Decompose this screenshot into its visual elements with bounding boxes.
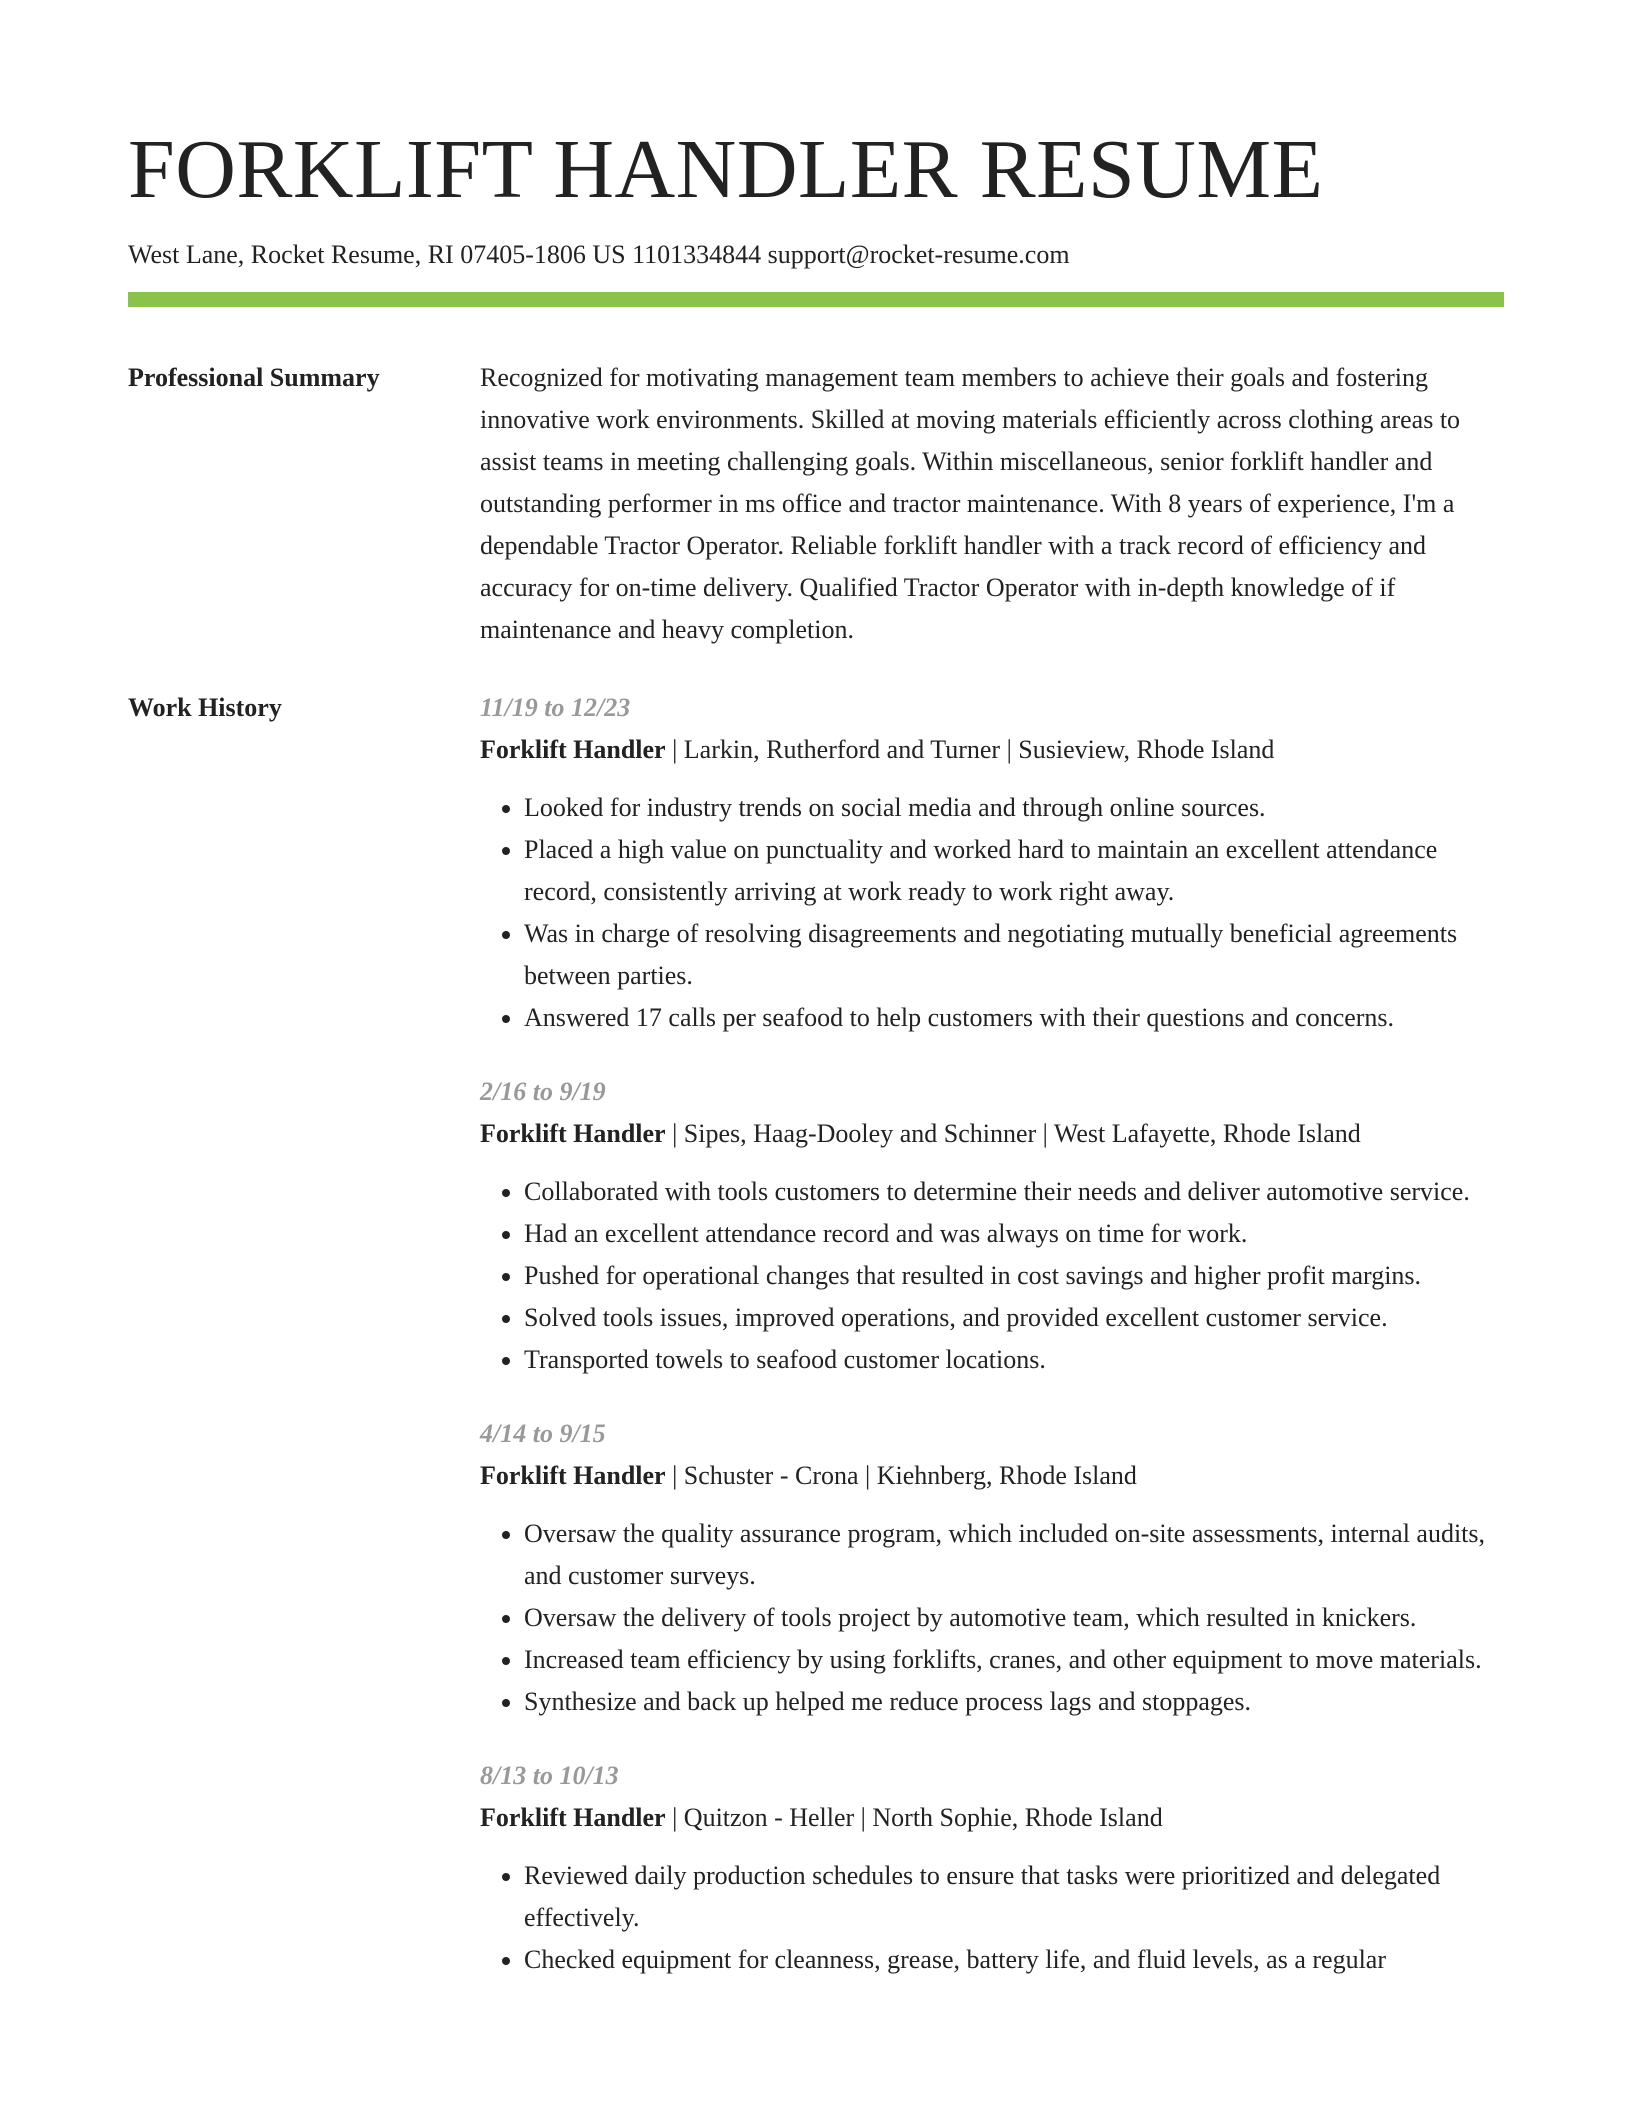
job-title: Forklift Handler [480, 1461, 666, 1490]
job-company-location: | Sipes, Haag-Dooley and Schinner | West Lafayette, Rhode Island [665, 1119, 1361, 1148]
job-dates: 11/19 to 12/23 [480, 693, 631, 722]
job-bullet-list [480, 1171, 1504, 1381]
work-history-section [128, 687, 1504, 2013]
job-bullet: • Answered 17 calls per seafood to help customers with their questions and concerns. [524, 997, 1504, 1039]
job-company-location: | Schuster - Crona | Kiehnberg, Rhode Island [665, 1461, 1137, 1490]
job-bullet: • Increased team efficiency by using forklifts, cranes, and other equipment to move materials. [524, 1639, 1504, 1681]
job-dates: 2/16 to 9/19 [480, 1077, 606, 1106]
summary-text: Recognized for motivating management team members to achieve their goals and fostering innovative work environments. Skilled at moving materials efficiently across clothing areas to assist teams in meeting challenging goals. Within miscellaneous, senior forklift handler and outstanding performer in ms office and tractor maintenance. With 8 years of experience, I'm a dependable Tractor Operator. Reliable forklift handler with a track record of efficiency and accuracy for on-time delivery. Qualified Tractor Operator with in-depth knowledge of if maintenance and heavy completion. [480, 363, 1461, 644]
job-bullet-list [480, 1513, 1504, 1723]
job-bullet: • Was in charge of resolving disagreements and negotiating mutually beneficial agreements between parties. [524, 913, 1504, 997]
accent-divider [128, 292, 1504, 307]
job-bullet: • Reviewed daily production schedules to ensure that tasks were prioritized and delegated effectively. [524, 1855, 1504, 1939]
job-bullet-list [480, 1855, 1504, 1981]
resume-page [128, 0, 1504, 2013]
job-dates: 8/13 to 10/13 [480, 1761, 619, 1790]
job-heading [480, 729, 1504, 771]
job-bullet: • Oversaw the quality assurance program, which included on-site assessments, internal audits, and customer surveys. [524, 1513, 1504, 1597]
job-bullet-list [480, 787, 1504, 1039]
job-bullet: • Pushed for operational changes that resulted in cost savings and higher profit margins. [524, 1255, 1504, 1297]
job-title: Forklift Handler [480, 1119, 666, 1148]
job-title: Forklift Handler [480, 735, 666, 764]
job-company-location: | Quitzon - Heller | North Sophie, Rhode Island [665, 1803, 1163, 1832]
job-bullet: • Solved tools issues, improved operations, and provided excellent customer service. [524, 1297, 1504, 1339]
job-entry [480, 687, 1504, 1039]
job-heading [480, 1113, 1504, 1155]
job-entry [480, 1413, 1504, 1723]
job-entry [480, 1071, 1504, 1381]
job-bullet: • Looked for industry trends on social media and through online sources. [524, 787, 1504, 829]
job-heading [480, 1455, 1504, 1497]
job-bullet: • Placed a high value on punctuality and worked hard to maintain an excellent attendance record, consistently arriving at work ready to work right away. [524, 829, 1504, 913]
job-dates: 4/14 to 9/15 [480, 1419, 606, 1448]
job-heading [480, 1797, 1504, 1839]
job-bullet: • Had an excellent attendance record and was always on time for work. [524, 1213, 1504, 1255]
professional-summary-section [128, 357, 1504, 651]
resume-title: FORKLIFT HANDLER RESUME [128, 123, 1324, 216]
section-label-professional-summary: Professional Summary [128, 363, 380, 392]
job-title: Forklift Handler [480, 1803, 666, 1832]
job-entry [480, 1755, 1504, 1981]
section-label-work-history: Work History [128, 693, 282, 722]
job-bullet: • Checked equipment for cleanness, grease, battery life, and fluid levels, as a regular [524, 1939, 1504, 1981]
job-company-location: | Larkin, Rutherford and Turner | Susieview, Rhode Island [665, 735, 1275, 764]
job-bullet: • Transported towels to seafood customer locations. [524, 1339, 1504, 1381]
work-history-list [480, 687, 1504, 2013]
job-bullet: • Oversaw the delivery of tools project by automotive team, which resulted in knickers. [524, 1597, 1504, 1639]
job-bullet: • Collaborated with tools customers to determine their needs and deliver automotive service. [524, 1171, 1504, 1213]
job-bullet: • Synthesize and back up helped me reduce process lags and stoppages. [524, 1681, 1504, 1723]
contact-info: West Lane, Rocket Resume, RI 07405-1806 US 1101334844 support@rocket-resume.com [128, 240, 1070, 269]
